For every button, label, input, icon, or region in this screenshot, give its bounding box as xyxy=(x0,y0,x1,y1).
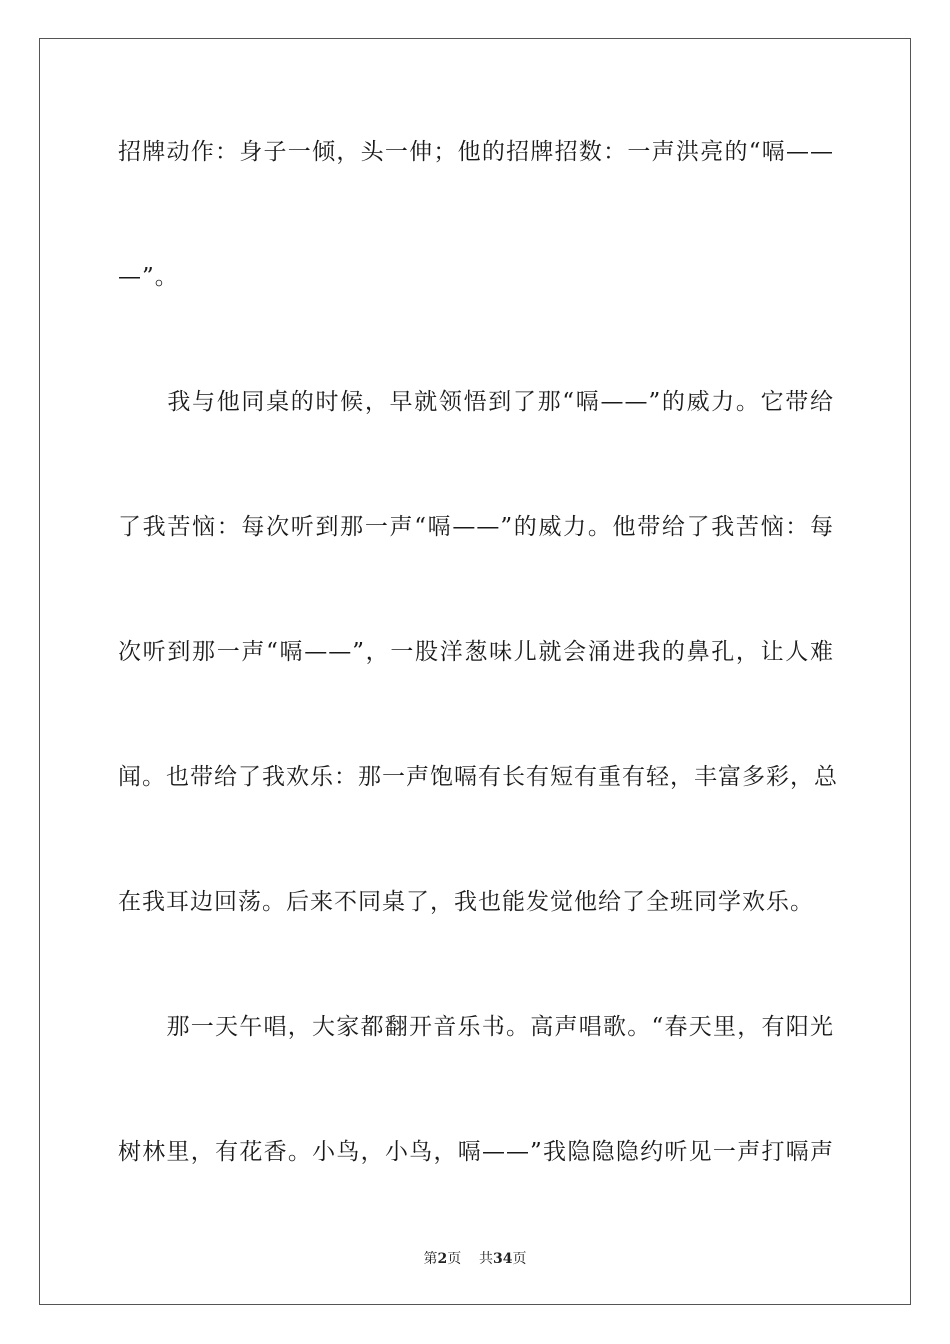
page-footer xyxy=(0,1248,950,1268)
page-number: 2 xyxy=(437,1251,448,1267)
text-line: 我与他同桌的时候，早就领悟到了那“嗝——”的威力。它带给 xyxy=(118,389,834,415)
text-line: 那一天午唱，大家都翻开音乐书。高声唱歌。“春天里，有阳光 xyxy=(118,1014,834,1040)
text-line: —”。 xyxy=(118,264,179,290)
text-line: 次听到那一声“嗝——”，一股洋葱味儿就会涌进我的鼻孔，让人难 xyxy=(118,639,834,665)
text-line: 了我苦恼：每次听到那一声“嗝——”的威力。他带给了我苦恼：每 xyxy=(118,514,834,540)
page-prefix: 第 xyxy=(423,1251,438,1267)
text-line: 闻。也带给了我欢乐：那一声饱嗝有长有短有重有轻，丰富多彩，总 xyxy=(118,764,838,790)
text-line: 招牌动作：身子一倾，头一伸；他的招牌招数：一声洪亮的“嗝—— xyxy=(118,139,834,165)
total-pages: 34 xyxy=(493,1251,513,1267)
text-line: 树林里，有花香。小鸟，小鸟，嗝——”我隐隐隐约听见一声打嗝声 xyxy=(118,1139,834,1165)
total-suffix: 页 xyxy=(512,1251,527,1267)
page-suffix: 页 xyxy=(447,1251,462,1267)
total-prefix: 共 xyxy=(479,1251,494,1267)
page-border xyxy=(39,38,911,1305)
text-line: 在我耳边回荡。后来不同桌了，我也能发觉他给了全班同学欢乐。 xyxy=(118,889,814,915)
